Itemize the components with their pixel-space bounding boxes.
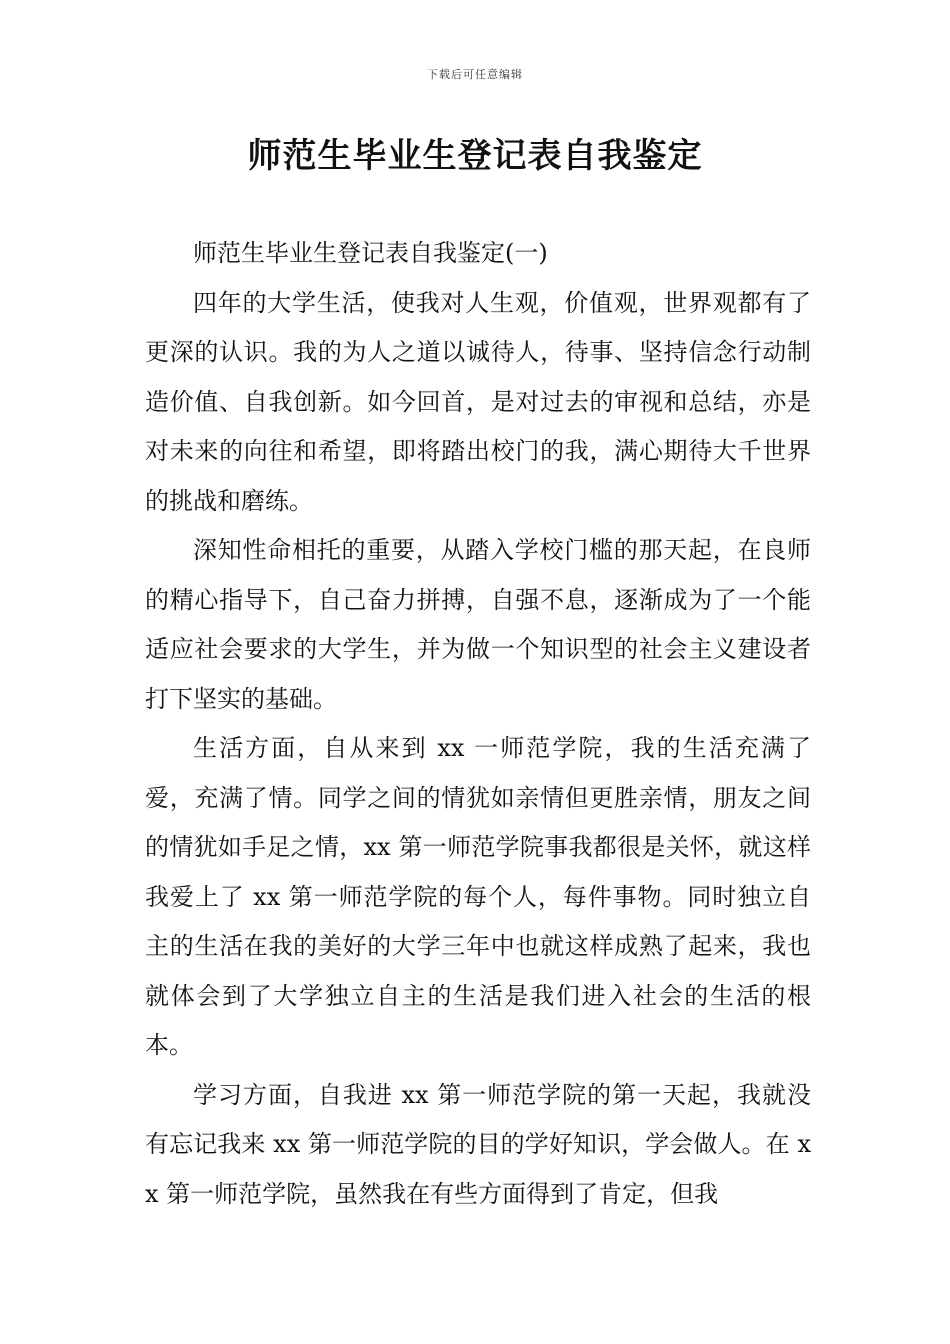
paragraph-1: 四年的大学生活，使我对人生观，价值观，世界观都有了更深的认识。我的为人之道以诚待人，待事、坚持信念行动制造价值、自我创新。如今回首，是对过去的审视和总结，亦是对未来的向往和希望，即将踏出校门的我，满心期待大千世界的挑战和磨练。: [145, 288, 811, 515]
page-header-note: 下载后可任意编辑: [427, 68, 523, 81]
paragraph-2: 深知性命相托的重要，从踏入学校门槛的那天起，在良师的精心指导下，自己奋力拼搏，自强不息，逐渐成为了一个能适应社会要求的大学生，并为做一个知识型的社会主义建设者打下坚实的基础。: [145, 536, 811, 713]
document-body: [145, 229, 811, 1219]
paragraph-4: 学习方面，自我进 xx 第一师范学院的第一天起，我就没有忘记我来 xx 第一师范学院的目的学好知识，学会做人。在 xx 第一师范学院，虽然我在有些方面得到了肯定，但我: [145, 1080, 811, 1208]
document-title: 师范生毕业生登记表自我鉴定: [247, 136, 703, 176]
paragraph-3: 生活方面，自从来到 xx 一师范学院，我的生活充满了爱，充满了情。同学之间的情犹如亲情但更胜亲情，朋友之间的情犹如手足之情，xx 第一师范学院事我都很是关怀，就这样我爱上了 xx 第一师范学院的每个人，每件事物。同时独立自主的生活在我的美好的大学三年中也就这样成熟了起来，我也就体会到了大学独立自主的生活是我们进入社会的生活的根本。: [145, 734, 811, 1059]
section-subtitle: 师范生毕业生登记表自我鉴定(一): [193, 239, 548, 267]
